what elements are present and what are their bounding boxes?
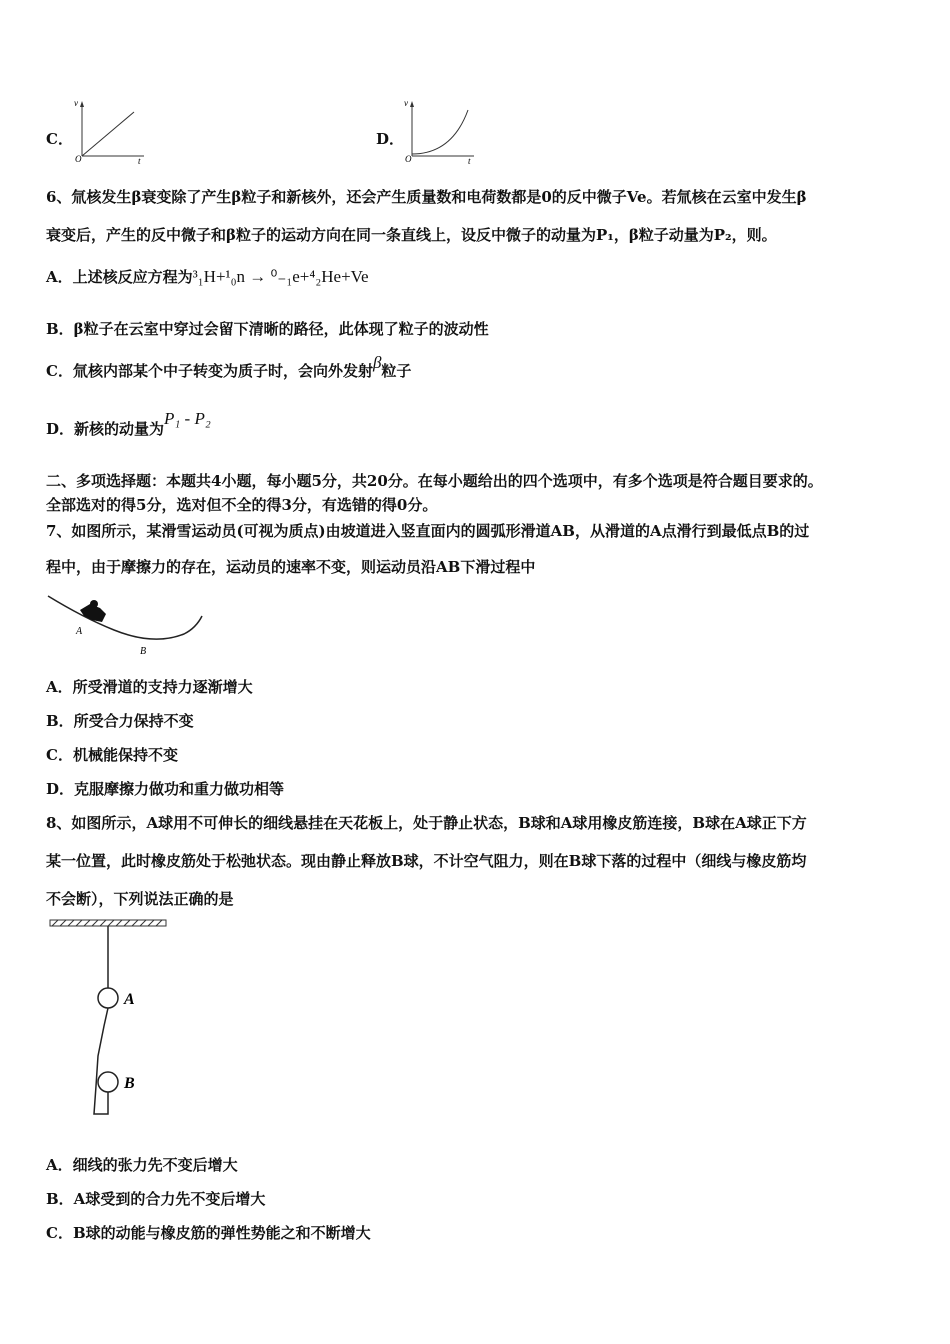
q7-option-c: C．机械能保持不变	[46, 746, 178, 764]
q6-stem-line1: 6、氚核发生β衰变除了产生β粒子和新核外，还会产生质量数和电荷数都是0的反中微子Ve。若氚核在云室中发生β	[46, 188, 807, 206]
q8-stem-line1: 8、如图所示，A球用不可伸长的细线悬挂在天花板上，处于静止状态，B球和A球用橡皮筋连接，B球在A球正下方	[46, 814, 807, 832]
graph-d-axis-v: v	[404, 98, 408, 108]
q8-option-c: C．B球的动能与橡皮筋的弹性势能之和不断增大	[46, 1224, 371, 1242]
graph-c-axis-v: v	[74, 98, 78, 108]
q7-option-a: A．所受滑道的支持力逐渐增大	[46, 678, 253, 696]
rubber-band	[94, 1008, 108, 1114]
q8-option-a: A．细线的张力先不变后增大	[46, 1156, 238, 1174]
q7-fig-label-a: A	[76, 626, 83, 637]
graph-c-origin: O	[75, 154, 82, 164]
q8-ball-string-figure	[48, 916, 174, 1122]
q7-option-d: D．克服摩擦力做功和重力做功相等	[46, 780, 285, 798]
q6-option-c	[46, 353, 412, 381]
q8-fig-label-b: B	[124, 1075, 135, 1092]
q7-option-b: B．所受合力保持不变	[46, 712, 194, 730]
ball-a	[98, 988, 118, 1008]
section2-header-line2: 全部选对的得5分，选对但不全的得3分，有选错的得0分。	[46, 496, 438, 514]
graph-d-label: D．	[376, 130, 405, 148]
q6-stem-line2: 衰变后，产生的反中微子和β粒子的运动方向在同一条直线上，设反中微子的动量为P₁，β粒子动量为P₂，则。	[46, 226, 777, 244]
q7-stem-line1: 7、如图所示，某滑雪运动员(可视为质点)由坡道进入竖直面内的圆弧形滑道AB，从滑道的A点滑行到最低点B的过	[46, 522, 810, 540]
q8-fig-label-a: A	[124, 991, 135, 1008]
section2-header-line1: 二、多项选择题：本题共4小题，每小题5分，共20分。在每小题给出的四个选项中，有多个选项是符合题目要求的。	[46, 472, 823, 490]
q8-option-b: B．A球受到的合力先不变后增大	[46, 1190, 266, 1208]
q6-option-a	[46, 266, 369, 287]
q6-option-a-prefix: A．上述核反应方程为	[46, 268, 193, 286]
graph-d-curve	[402, 98, 482, 164]
ball-b	[98, 1072, 118, 1092]
beta-symbol: β	[372, 353, 382, 372]
graph-d-axis-t: t	[468, 156, 471, 164]
q6-option-d	[46, 409, 211, 439]
q8-stem-line3: 不会断），下列说法正确的是	[46, 890, 234, 908]
q6-option-a-formula: ³₁H+¹₀n → ⁰₋₁e+⁴₂He+Ve	[192, 267, 369, 286]
q8-stem-line2: 某一位置，此时橡皮筋处于松弛状态。现由静止释放B球，不计空气阻力，则在B球下落的过程中（细线与橡皮筋均	[46, 852, 807, 870]
q7-ski-slope-figure	[44, 590, 208, 658]
graph-c-axis-t: t	[138, 156, 141, 164]
q7-stem-line2: 程中，由于摩擦力的存在，运动员的速率不变，则运动员沿AB下滑过程中	[46, 558, 536, 576]
q6-option-b: B．β粒子在云室中穿过会留下清晰的路径，此体现了粒子的波动性	[46, 320, 489, 338]
graph-d-origin: O	[405, 154, 412, 164]
q6-option-c-suffix: 粒子	[381, 362, 412, 380]
graph-c-linear	[72, 98, 152, 164]
q6-option-d-prefix: D．新核的动量为	[46, 420, 165, 438]
graph-c-label: C．	[46, 130, 73, 148]
q7-fig-label-b: B	[140, 646, 147, 657]
q6-option-d-formula: P₁ - P₂	[164, 409, 211, 428]
q6-option-c-prefix: C．氚核内部某个中子转变为质子时，会向外发射	[46, 362, 373, 380]
